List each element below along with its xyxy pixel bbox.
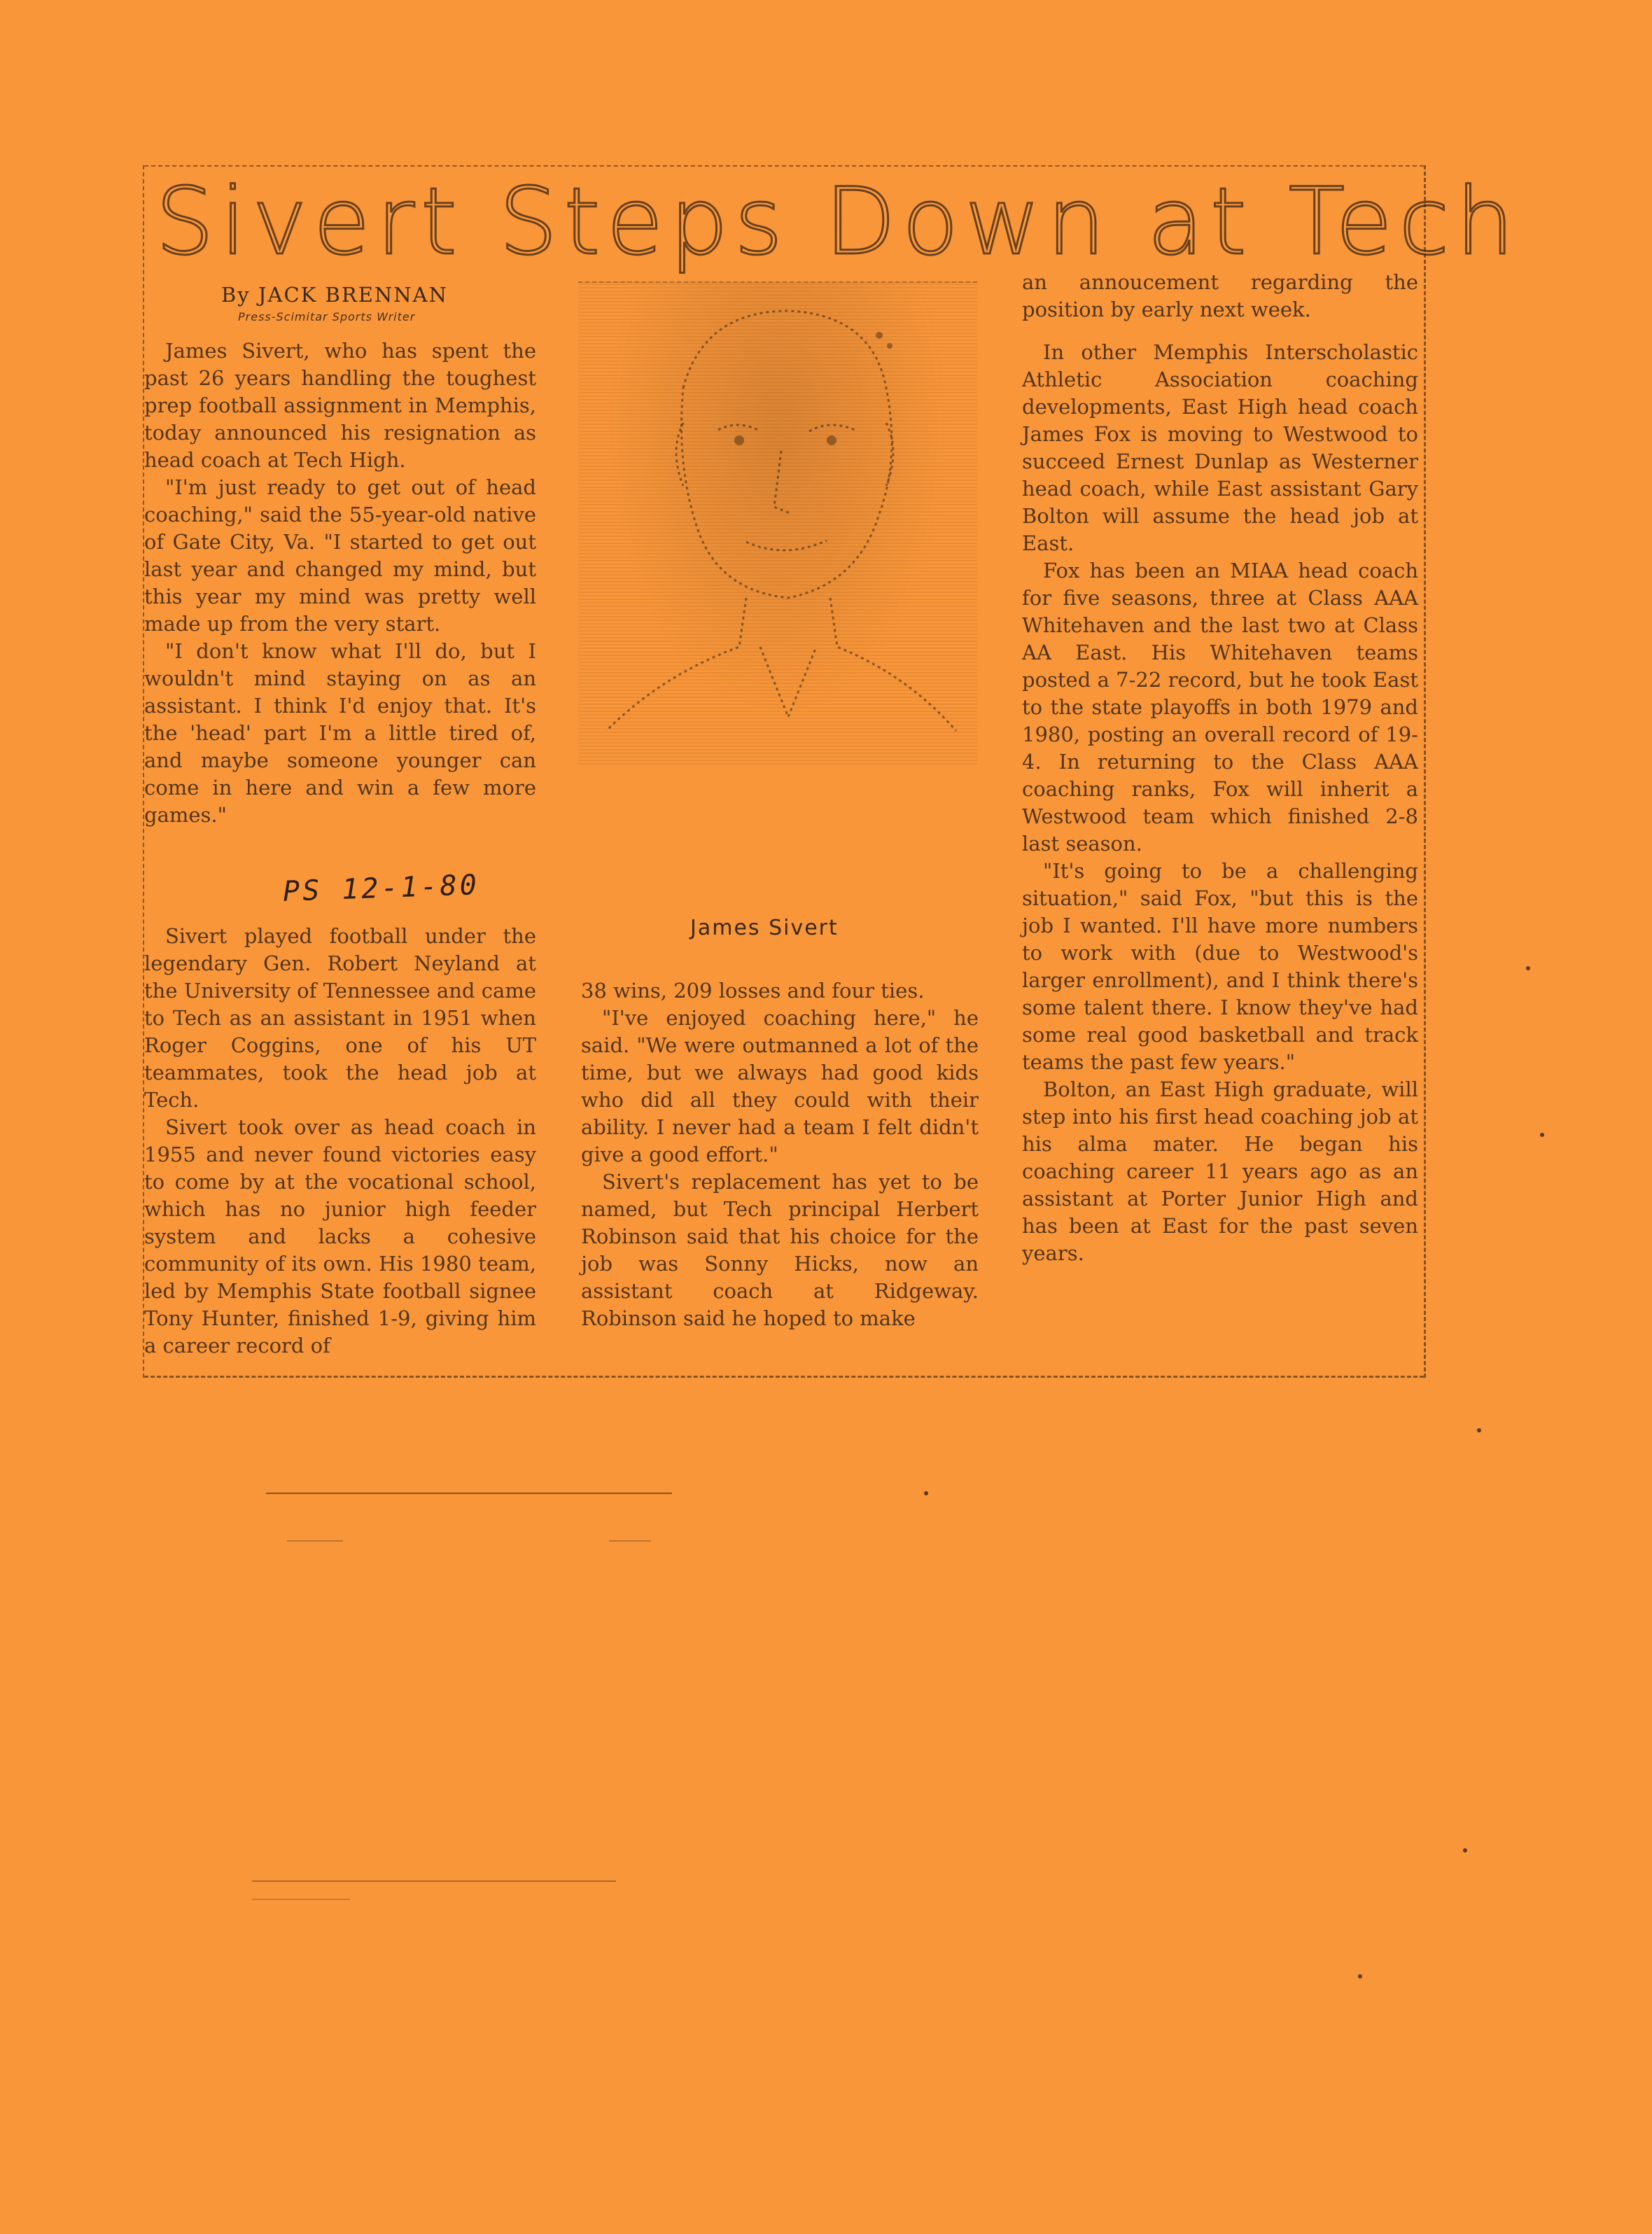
paragraph: Sivert's replacement has yet to be named, but Tech principal Herbert Robinson said that his choice for the job was Sonny Hicks, now an assistant coach at Ridgeway. Robinson said he hoped to make (581, 1170, 979, 1330)
photo-caption: James Sivert (690, 916, 839, 940)
clipping-top-edge (144, 165, 1424, 167)
column-2 (581, 977, 979, 1332)
clipping-bottom-edge (144, 1376, 1424, 1378)
paper-speck (1540, 1133, 1544, 1137)
paragraph: Bolton, an East High graduate, will step into his first head coaching job at his alma mater. He began his coaching career 11 years ago as an assistant at Porter Junior High and has been at East for the past seven years. (1022, 1077, 1418, 1265)
paragraph: an annoucement regarding the position by early next week. (1022, 270, 1418, 321)
byline: By JACK BRENNAN (221, 283, 448, 307)
paragraph: In other Memphis Interscholastic Athletic Association coaching developments, East High head coach James Fox is moving to Westwood to succeed Ernest Dunlap as Westerner head coach, while East assistant Gary Bolton will assume the head job at East. (1022, 340, 1418, 555)
handwritten-date-annotation: PS 12-1-80 (282, 869, 480, 908)
paragraph: "I'm just ready to get out of head coaching," said the 55-year-old native of Gate City, Va. "I started to get out last year and changed my mind, but this year my mind was pretty well made up from the very start. (144, 475, 536, 636)
paragraph: 38 wins, 209 losses and four ties. (581, 979, 925, 1003)
paragraph: Sivert took over as head coach in 1955 and never found victories easy to come by at the vocational school, which has no junior high feeder system and lacks a cohesive community of its own. His 1980 team, led by Memphis State football signee Tony Hunter, finished 1-9, giving him a career record of (144, 1115, 536, 1357)
paper-speck (1526, 966, 1530, 970)
paper-speck (1477, 1428, 1481, 1432)
paragraph: "I don't know what I'll do, but I wouldn't mind staying on as an assistant. I think I'd enjoy that. It's the 'head' part I'm a little tired of, and maybe someone younger can come in here and win a few more games." (144, 639, 536, 827)
paper-speck (924, 1491, 928, 1495)
faint-rule-line (252, 1880, 616, 1882)
paper-speck (1463, 1848, 1467, 1852)
article-headline: Sivert Steps Down at Tech (155, 168, 1521, 276)
newspaper-clipping (143, 165, 1521, 1378)
portrait-photo (578, 281, 977, 765)
byline-title: Press-Scimitar Sports Writer (238, 310, 416, 323)
paragraph: "I've enjoyed coaching here," he said. "We were outmanned a lot of the time, but we always had good kids who did all they could with their ability. I never had a team I felt didn't give a good effort." (581, 1006, 979, 1166)
faint-rule-line (287, 1540, 343, 1542)
column-1-top (144, 337, 536, 829)
paragraph: Fox has been an MIAA head coach for five seasons, three at Class AAA Whitehaven and the last two at Class AA East. His Whitehaven teams posted a 7-22 record, but he took East to the state playoffs in both 1979 and 1980, posting an overall record of 19-4. In returning to the Class AAA coaching ranks, Fox will inherit a Westwood team which finished 2-8 last season. (1022, 559, 1418, 856)
paragraph: "It's going to be a challenging situation," said Fox, "but this is the job I wanted. I'll have more numbers to work with (due to Westwood's larger enrollment), and I think there's some talent there. I know they've had some real good basketball and track teams the past few years." (1022, 859, 1418, 1074)
faint-rule-line (252, 1899, 350, 1900)
portrait-figure (578, 283, 977, 765)
column-1-bottom (144, 923, 536, 1360)
paragraph: Sivert played football under the legendary Gen. Robert Neyland at the University of Tennessee and came to Tech as an assistant in 1951 when Roger Coggins, one of his UT teammates, took the head job at Tech. (144, 924, 536, 1112)
paper-speck (1358, 1974, 1362, 1978)
column-3 (1022, 269, 1418, 1267)
faint-rule-line (609, 1540, 651, 1542)
faint-rule-line (266, 1493, 672, 1494)
paragraph: James Sivert, who has spent the past 26 years handling the toughest prep football assignment in Memphis, today announced his resignation as head coach at Tech High. (144, 339, 536, 472)
